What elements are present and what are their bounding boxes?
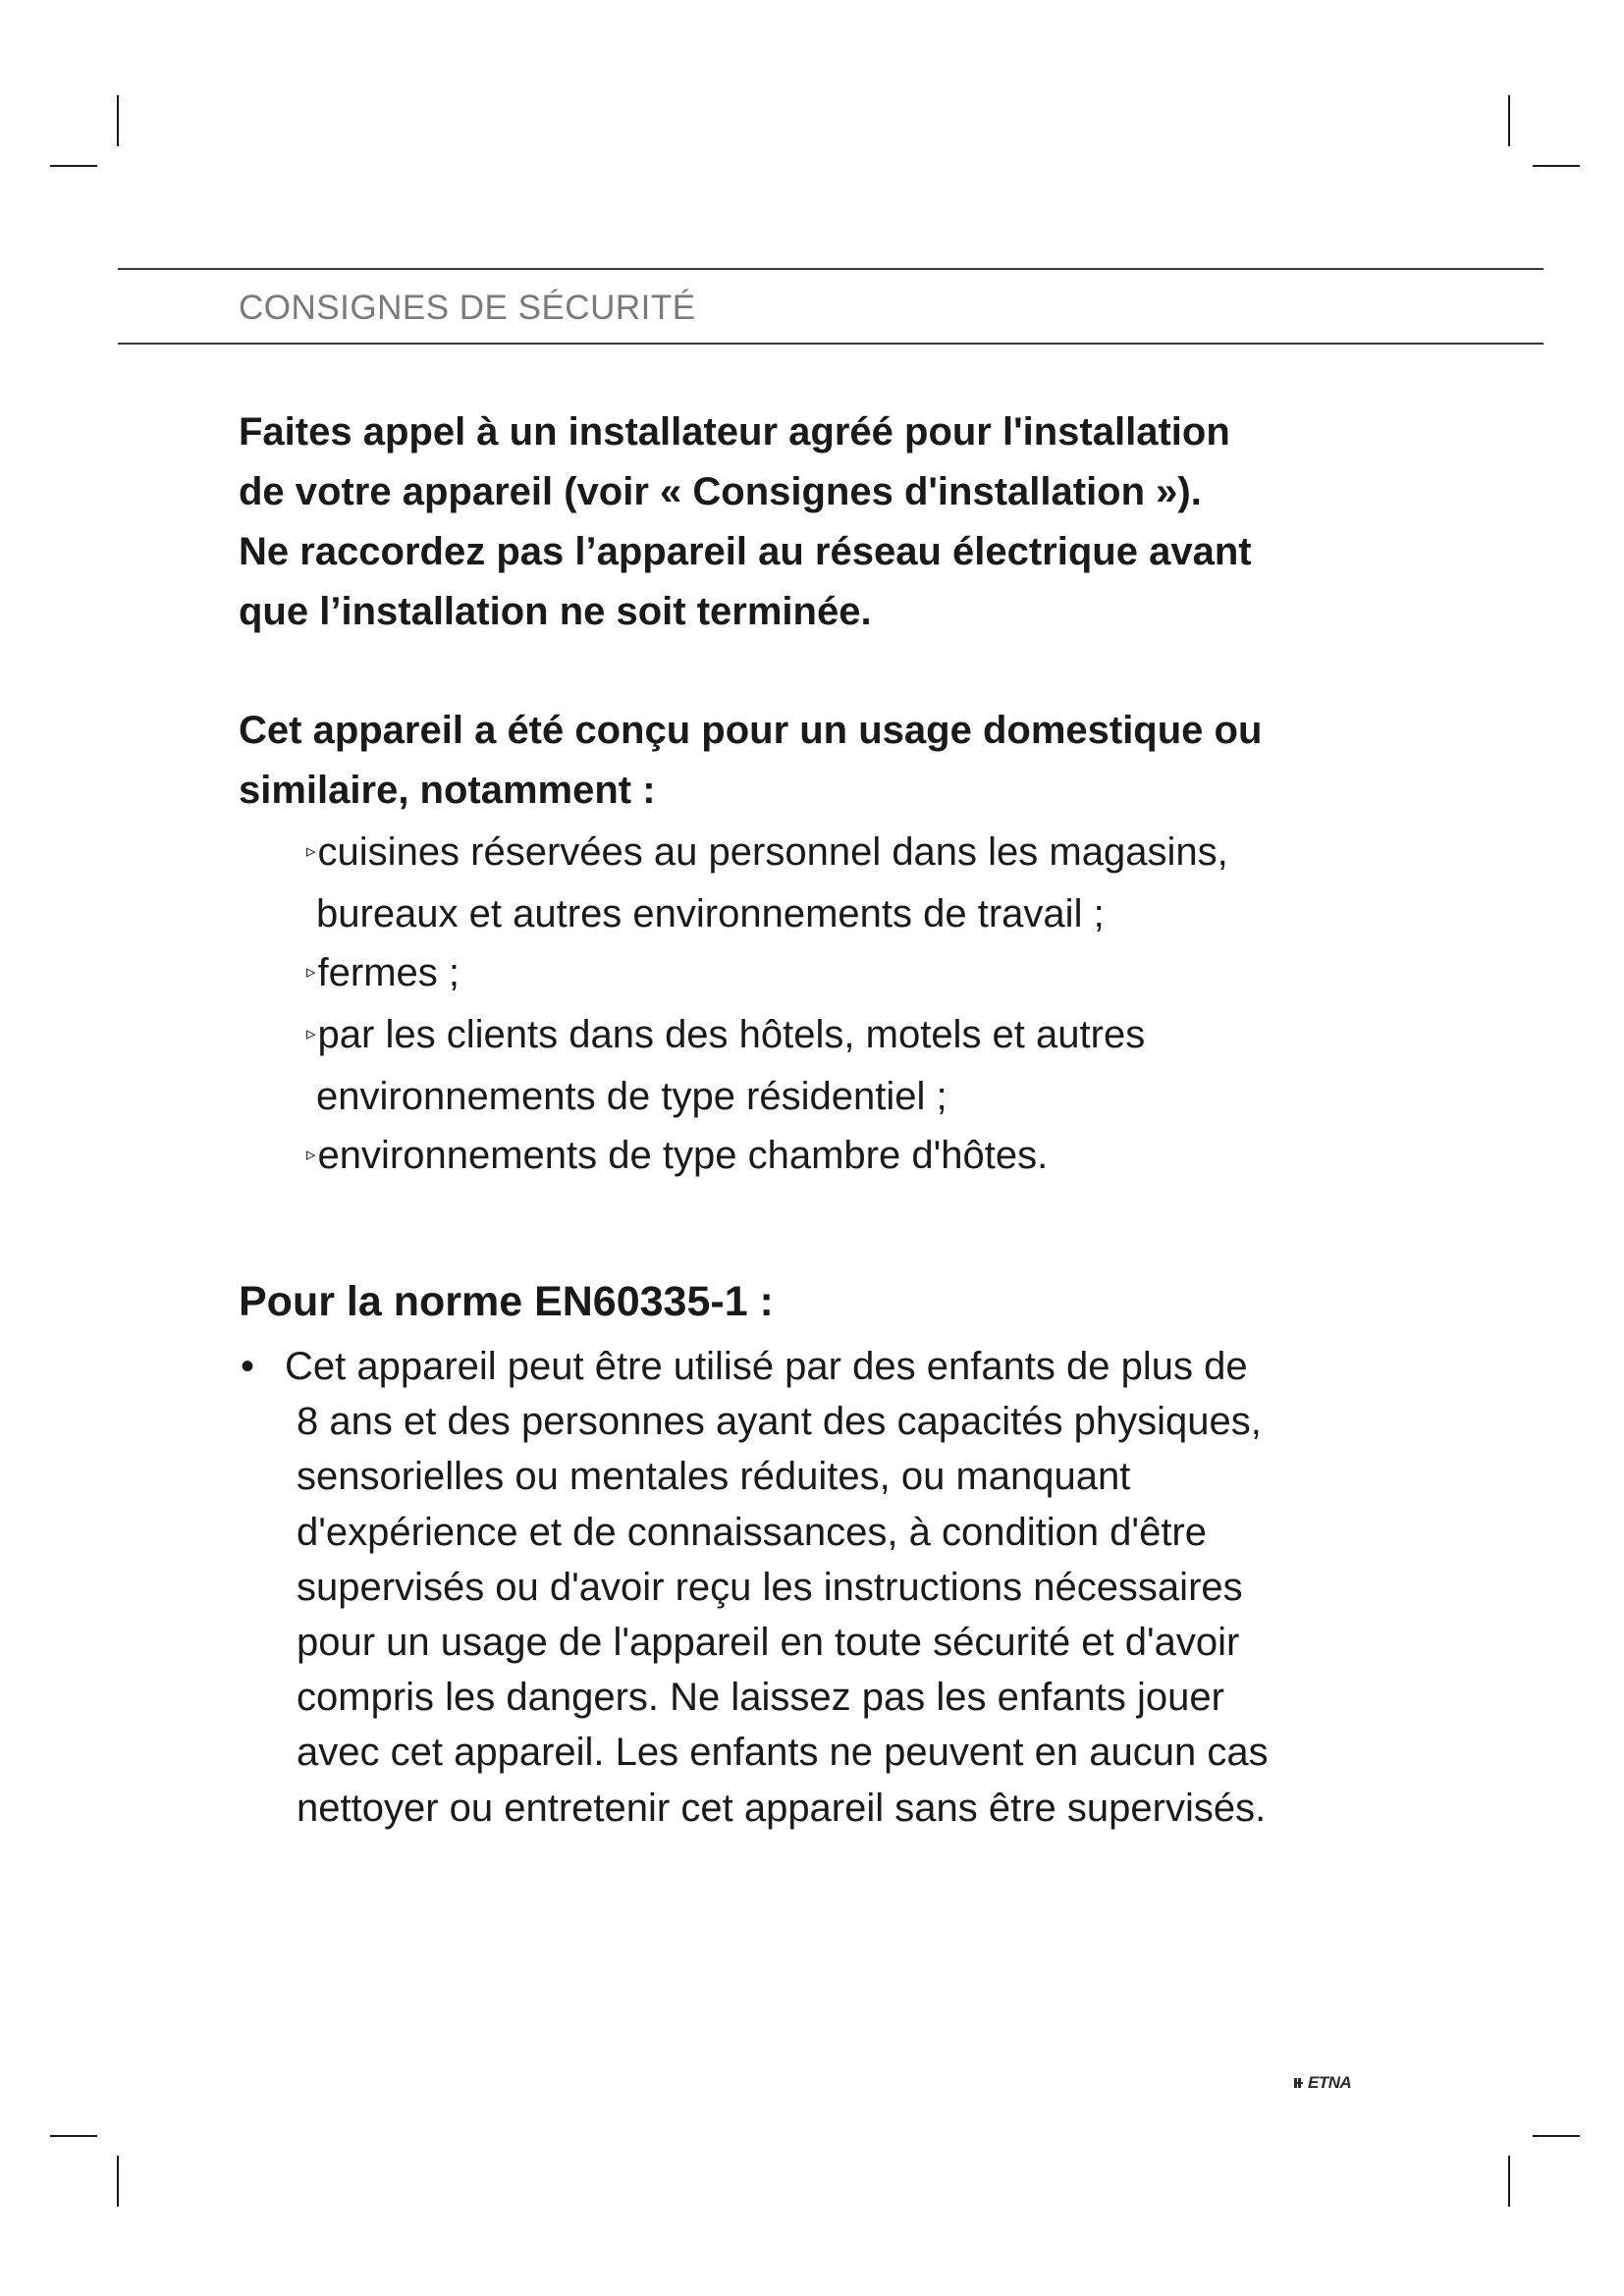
- crop-mark-top-left-horizontal: [50, 165, 97, 167]
- norm-line: Cet appareil peut être utilisé par des enfants de plus de: [285, 1345, 1248, 1388]
- list-item-text: par les clients dans des hôtels, motels et autres: [317, 1012, 1146, 1056]
- list-item-continuation: environnements de type résidentiel ;: [316, 1074, 947, 1118]
- list-item-continuation: bureaux et autres environnements de travail ;: [316, 891, 1105, 935]
- brand-mark-icon: [1294, 2077, 1306, 2089]
- crop-mark-top-right-horizontal: [1533, 165, 1580, 167]
- triangle-bullet-icon: ▹: [306, 841, 316, 863]
- triangle-bullet-icon: ▹: [306, 1145, 316, 1166]
- crop-mark-bottom-left-horizontal: [50, 2135, 97, 2137]
- crop-mark-bottom-left-vertical: [117, 2156, 119, 2207]
- brand-logo: [1294, 2073, 1351, 2093]
- norm-paragraph: [285, 1339, 1502, 1836]
- crop-mark-top-right-vertical: [1508, 95, 1510, 146]
- intro-line: de votre appareil (voir « Consignes d'installation »).: [239, 470, 1202, 513]
- intro-paragraph: [239, 402, 1476, 642]
- norm-heading: Pour la norme EN60335-1 :: [239, 1278, 774, 1325]
- section-title: CONSIGNES DE SÉCURITÉ: [239, 289, 696, 327]
- header-rule-bottom: [118, 343, 1543, 345]
- bullet-dot-icon: •: [241, 1345, 255, 1388]
- usage-line: similaire, notamment :: [239, 769, 656, 812]
- crop-mark-bottom-right-horizontal: [1533, 2135, 1580, 2137]
- crop-mark-top-left-vertical: [117, 95, 119, 146]
- brand-name: ETNA: [1308, 2073, 1352, 2092]
- usage-line: Cet appareil a été conçu pour un usage domestique ou: [239, 709, 1263, 752]
- triangle-bullet-icon: ▹: [306, 1024, 316, 1045]
- list-item: [306, 823, 1485, 884]
- norm-line: pour un usage de l'appareil en toute sécurité et d'avoir: [297, 1621, 1240, 1665]
- list-item: [306, 1005, 1485, 1067]
- header-rule-top: [118, 268, 1543, 270]
- list-item-text: environnements de type chambre d'hôtes.: [317, 1134, 1049, 1178]
- list-item-text: fermes ;: [317, 951, 460, 995]
- norm-line: supervisés ou d'avoir reçu les instructions nécessaires: [297, 1565, 1243, 1609]
- intro-line: que l’installation ne soit terminée.: [239, 590, 872, 633]
- intro-line: Ne raccordez pas l’appareil au réseau électrique avant: [239, 530, 1252, 573]
- norm-line: 8 ans et des personnes ayant des capacités physiques,: [297, 1400, 1262, 1444]
- usage-paragraph: [239, 701, 1476, 821]
- intro-line: Faites appel à un installateur agréé pour l'installation: [239, 410, 1230, 454]
- norm-line: nettoyer ou entretenir cet appareil sans être supervisés.: [297, 1786, 1267, 1830]
- crop-mark-bottom-right-vertical: [1508, 2156, 1510, 2207]
- norm-line: sensorielles ou mentales réduites, ou manquant: [297, 1455, 1131, 1499]
- usage-list: [306, 823, 1485, 1188]
- list-item-text: cuisines réservées au personnel dans les magasins,: [317, 830, 1228, 874]
- list-item: [306, 1126, 1485, 1188]
- norm-line: d'expérience et de connaissances, à condition d'être: [297, 1510, 1207, 1554]
- list-item: [306, 943, 1485, 1005]
- triangle-bullet-icon: ▹: [306, 962, 316, 984]
- norm-line: compris les dangers. Ne laissez pas les enfants jouer: [297, 1676, 1224, 1720]
- norm-line: avec cet appareil. Les enfants ne peuvent en aucun cas: [297, 1731, 1269, 1775]
